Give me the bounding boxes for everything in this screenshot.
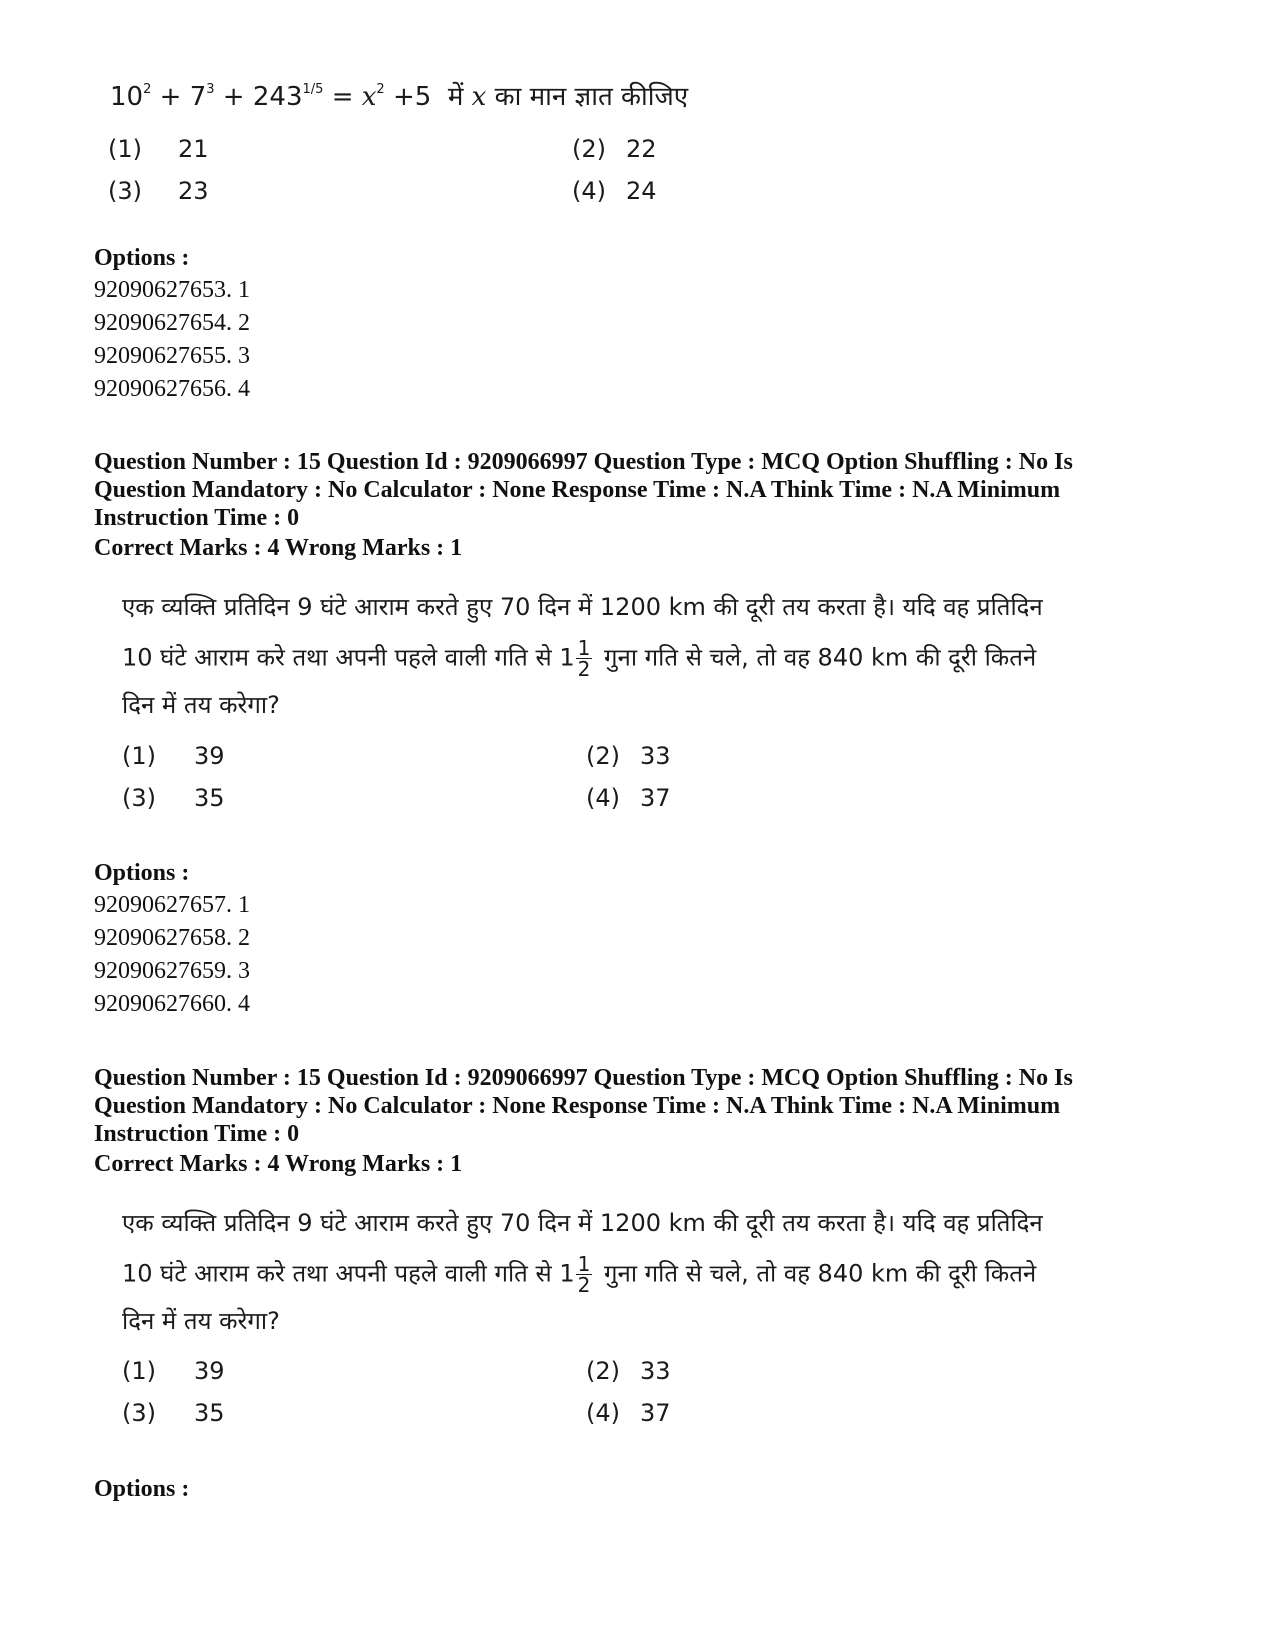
equation-question: $10^2 + 7^3 + 243^{1/5} = x^2 +5$ में x का मान ज्ञात कीजिए	[110, 82, 689, 112]
option-id: 92090627656. 4	[94, 376, 250, 402]
choice-number: (1)	[122, 742, 156, 770]
question-marks: Correct Marks : 4 Wrong Marks : 1	[94, 1151, 463, 1177]
fraction: $\frac{1}{2}$	[577, 1252, 591, 1297]
question-meta: Question Number : 15 Question Id : 9209066997 Question Type : MCQ Option Shuffling : No Is Question Mandatory : No Calculator : None Response Time : N.A Think Time : N.A Minimum Instruction Time : 0	[94, 1065, 1073, 1147]
choice-value: 33	[640, 742, 671, 770]
question-text-line: एक व्यक्ति प्रतिदिन 9 घंटे आराम करते हुए 70 दिन में 1200 km की दूरी तय करता है। यदि वह प्रतिदिन	[122, 593, 1043, 621]
choice-value: 24	[626, 177, 657, 205]
options-list	[94, 889, 250, 1021]
choice-value: 35	[194, 1399, 225, 1427]
fraction: $\frac{1}{2}$	[577, 636, 591, 681]
choice-number: (4)	[586, 784, 620, 812]
question-text-line: 10 घंटे आराम करे तथा अपनी पहले वाली गति से 1 $\frac{1}{2}$ गुना गति से चले, तो वह 840 km की दूरी कितने	[122, 1252, 1037, 1297]
choice-number: (4)	[572, 177, 606, 205]
choice-number: (2)	[586, 1357, 620, 1385]
question-marks: Correct Marks : 4 Wrong Marks : 1	[94, 535, 463, 561]
choice-number: (2)	[586, 742, 620, 770]
options-label: Options :	[94, 1476, 190, 1502]
options-list	[94, 274, 250, 406]
question-text-line: दिन में तय करेगा?	[122, 691, 280, 719]
choice-value: 39	[194, 742, 225, 770]
choice-number: (1)	[108, 135, 142, 163]
choice-number: (3)	[122, 784, 156, 812]
choice-number: (3)	[108, 177, 142, 205]
option-id: 92090627655. 3	[94, 343, 250, 369]
choice-value: 22	[626, 135, 657, 163]
choice-number: (3)	[122, 1399, 156, 1427]
question-meta: Question Number : 15 Question Id : 9209066997 Question Type : MCQ Option Shuffling : No Is Question Mandatory : No Calculator : None Response Time : N.A Think Time : N.A Minimum Instruction Time : 0	[94, 449, 1073, 531]
question-text-line: 10 घंटे आराम करे तथा अपनी पहले वाली गति से 1 $\frac{1}{2}$ गुना गति से चले, तो वह 840 km की दूरी कितने	[122, 636, 1037, 681]
option-id: 92090627657. 1	[94, 892, 250, 918]
question-text-line: एक व्यक्ति प्रतिदिन 9 घंटे आराम करते हुए 70 दिन में 1200 km की दूरी तय करता है। यदि वह प्रतिदिन	[122, 1209, 1043, 1237]
choice-number: (4)	[586, 1399, 620, 1427]
option-id: 92090627658. 2	[94, 925, 250, 951]
choice-number: (1)	[122, 1357, 156, 1385]
options-label: Options :	[94, 860, 190, 886]
option-id: 92090627660. 4	[94, 991, 250, 1017]
options-label: Options :	[94, 245, 190, 271]
choice-number: (2)	[572, 135, 606, 163]
question-text-line: दिन में तय करेगा?	[122, 1307, 280, 1335]
choice-value: 33	[640, 1357, 671, 1385]
choice-value: 39	[194, 1357, 225, 1385]
option-id: 92090627654. 2	[94, 310, 250, 336]
option-id: 92090627659. 3	[94, 958, 250, 984]
choice-value: 35	[194, 784, 225, 812]
choice-value: 21	[178, 135, 209, 163]
choice-value: 37	[640, 1399, 671, 1427]
option-id: 92090627653. 1	[94, 277, 250, 303]
choice-value: 23	[178, 177, 209, 205]
choice-value: 37	[640, 784, 671, 812]
